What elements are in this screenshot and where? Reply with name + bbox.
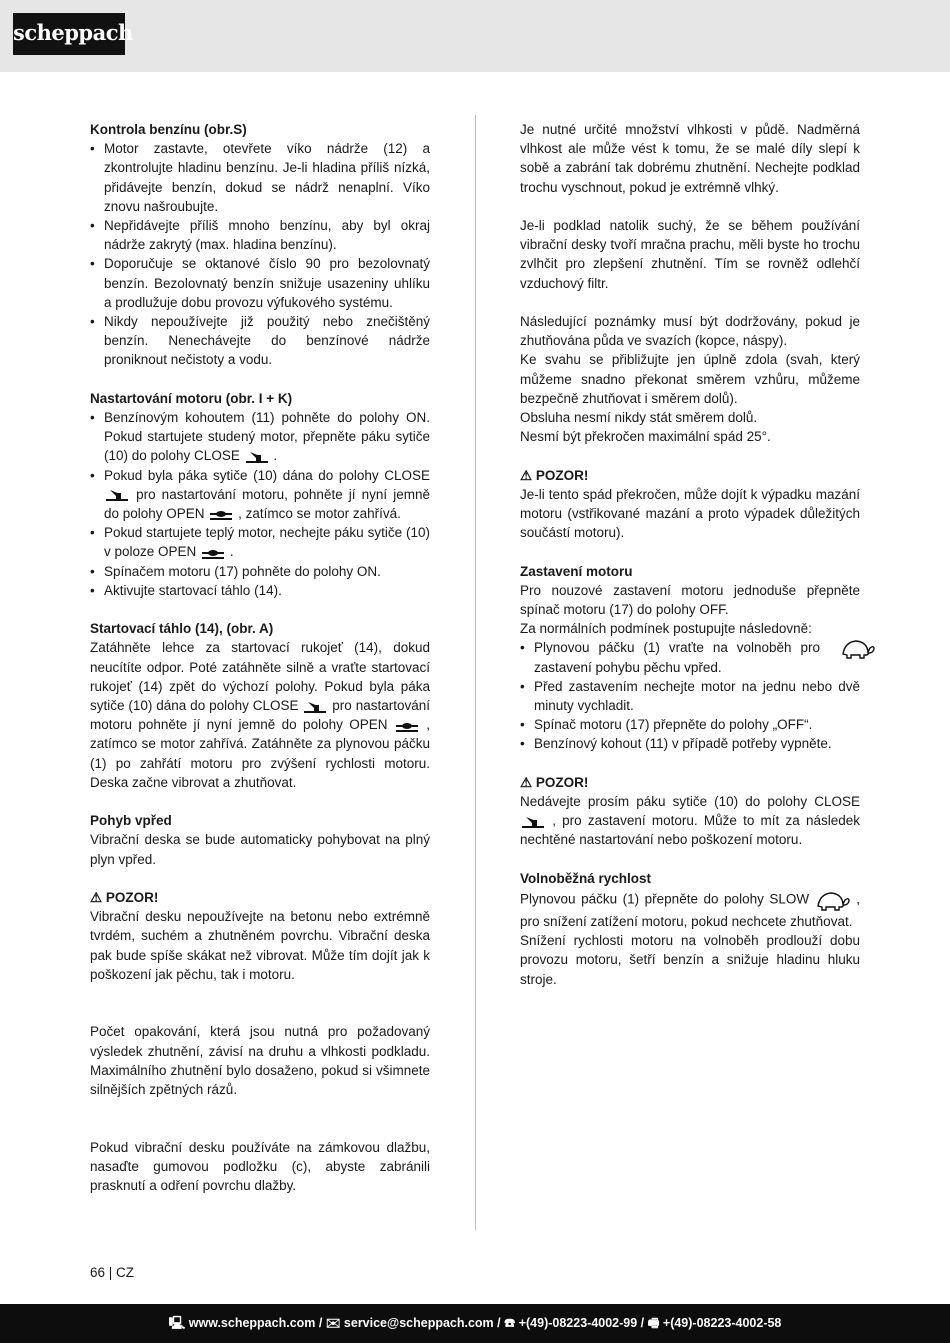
choke-open-icon bbox=[208, 507, 234, 521]
engine-start-list bbox=[90, 408, 430, 600]
warning-text: Je-li tento spád překročen, může dojít k výpadku mazání motoru (vstřikované mazání a proto výpadek důležitých součástí motoru). bbox=[520, 486, 860, 541]
slope-approach-text: Ke svahu se přibližujte jen úplně zdola (svah, který můžeme snadno překonat směrem vzhůru, můžeme bezpečně zhutňovat i směrem dolů). bbox=[520, 352, 860, 406]
choke-open-icon bbox=[200, 546, 226, 560]
list-item: • Benzínový kohout (11) v případě potřeby vypněte. bbox=[520, 734, 860, 753]
stop-normal-text: Za normálních podmínek postupujte následovně: bbox=[520, 621, 812, 637]
warning-text: Vibrační desku nepoužívejte na betonu nebo extrémně tvrdém, suchém a zhutněném povrchu. Vibrační deska pak bude spíše skákat než vibrovat. Může tím dojít jak k poškození jak pěchu, tak i motoru. bbox=[90, 909, 430, 982]
fuel-check-list bbox=[90, 139, 430, 369]
right-column bbox=[520, 120, 860, 989]
warning-text: Nedávejte prosím páku sytiče (10) do polohy CLOSE , pro zastavení motoru. Může to mít za následek nechtěné nastartování nebo poškození motoru. bbox=[520, 794, 860, 848]
warning-title: ⚠ POZOR! bbox=[90, 890, 159, 906]
moisture-text: Je nutné určité množství vlhkosti v půdě. Nadměrná vlhkost ale může vést k tomu, že se malé díly slepí k sobě a zabrání tak dobrému zhutnění. Nechejte podklad trochu vyschnout, pokud je extrémně vlhký. bbox=[520, 122, 860, 195]
turtle-icon bbox=[840, 636, 876, 660]
page-header bbox=[0, 0, 950, 72]
list-item: • Spínačem motoru (17) pohněte do polohy ON. bbox=[90, 562, 430, 581]
list-item: • Benzínovým kohoutem (11) pohněte do polohy ON. Pokud startujete studený motor, přepněte páku sytiče (10) do polohy CLOSE . bbox=[90, 408, 430, 466]
paving-text: Pokud vibrační desku používáte na zámkovou dlažbu, nasaďte gumovou podložku (c), abyste zabránili prasknutí a odření povrchu dlažby. bbox=[90, 1139, 430, 1194]
page-number: 66 | CZ bbox=[90, 1265, 135, 1280]
starter-rope-text: Zatáhněte lehce za startovací rukojeť (14), dokud neucítíte odpor. Poté zatáhněte silně a vraťte startovací rukojeť (14) zpět do výchozí polohy. Pokud byla páka sytiče (10) dána do polohy CLOSE pro nastartování motoru pohněte jí nyní jemně do polohy OPEN , zatímco se motor zahřívá. Zatáhněte za plynovou páčku (1) po zahřátí motoru pro zvýšení rychlosti motoru. Deska začne vibrovat a zhutňovat. bbox=[90, 640, 430, 790]
choke-close-icon bbox=[104, 488, 130, 502]
stop-list bbox=[520, 638, 860, 753]
warning-title: ⚠ POZOR! bbox=[520, 774, 589, 790]
page-footer: 🖳 www.scheppach.com / ✉ service@scheppach.com / ☎ +(49)-08223-4002-99 / 🖷 +(49)-08223-4002-58 bbox=[0, 1304, 950, 1343]
section-title-forward: Pohyb vpřed bbox=[90, 813, 172, 829]
section-title-fuel-check: Kontrola benzínu (obr.S) bbox=[90, 122, 247, 137]
choke-close-icon bbox=[520, 815, 546, 829]
list-item: • Před zastavením nechejte motor na jednu nebo dvě minuty vychladit. bbox=[520, 677, 860, 715]
slope-intro-text: Následující poznámky musí být dodržovány, pokud je zhutňována půda ve svazích (kopce, náspy). bbox=[520, 314, 860, 349]
left-column bbox=[90, 120, 430, 1195]
compaction-text: Počet opakování, která jsou nutná pro požadovaný výsledek zhutnění, závisí na druhu a vlhkosti podkladu. Maximálního zhutnění bylo dosaženo, pokud si všimnete silnějších zpětných rázů. bbox=[90, 1024, 430, 1098]
slope-operator-text: Obsluha nesmí nikdy stát směrem dolů. bbox=[520, 410, 758, 426]
section-title-idle: Volnoběžná rychlost bbox=[520, 870, 652, 886]
list-item: • Nikdy nepoužívejte již použitý nebo znečištěný benzín. Nenechávejte do benzínové nádrže proniknout nečistoty a vodu. bbox=[90, 312, 430, 370]
dust-text: Je-li podklad natolik suchý, že se během používání vibrační desky tvoří mračna prachu, měli byste ho trochu zvlhčit pro zlepšení zhutnění. Tím se rovněž odlehčí vzduchový filtr. bbox=[520, 218, 860, 291]
scheppach-logo: scheppach bbox=[13, 13, 125, 55]
list-item: • Pokud byla páka sytiče (10) dána do polohy CLOSE pro nastartování motoru, pohněte jí nyní jemně do polohy OPEN , zatímco se motor zahřívá. bbox=[90, 466, 430, 524]
stop-emergency-text: Pro nouzové zastavení motoru jednoduše přepněte spínač motoru (17) do polohy OFF. bbox=[520, 582, 860, 618]
forward-text: Vibrační deska se bude automaticky pohybovat na plný plyn vpřed. bbox=[90, 832, 430, 867]
column-divider bbox=[475, 115, 476, 1230]
list-item: • Plynovou páčku (1) vraťte na volnoběh pro zastavení pohybu pěchu vpřed. bbox=[520, 638, 860, 676]
turtle-icon bbox=[815, 888, 851, 912]
choke-close-icon bbox=[244, 450, 270, 464]
section-title-engine-start: Nastartování motoru (obr. I + K) bbox=[90, 390, 293, 406]
idle-benefit-text: Snížení rychlosti motoru na volnoběh prodlouží dobu provozu motoru, šetří benzín a snižuje hladinu hluku stroje. bbox=[520, 933, 860, 987]
warning-title: ⚠ POZOR! bbox=[520, 467, 589, 483]
choke-open-icon bbox=[394, 719, 420, 733]
slope-max-text: Nesmí být překročen maximální spád 25°. bbox=[520, 429, 771, 445]
list-item: • Nepřidávejte příliš mnoho benzínu, aby byl okraj nádrže zakrytý (max. hladina benzínu). bbox=[90, 216, 430, 254]
idle-text: Plynovou páčku (1) přepněte do polohy SLOW , pro snížení zatížení motoru, pokud nechcete zhutňovat. bbox=[520, 888, 860, 931]
choke-close-icon bbox=[302, 700, 328, 714]
section-title-stop: Zastavení motoru bbox=[520, 563, 633, 579]
list-item: • Motor zastavte, otevřete víko nádrže (12) a zkontrolujte hladinu benzínu. Je-li hladina příliš nízká, přidávejte benzín, dokud se nádrž nenaplní. Víko znovu našroubujte. bbox=[90, 139, 430, 216]
list-item: • Spínač motoru (17) přepněte do polohy „OFF“. bbox=[520, 715, 860, 734]
list-item: • Pokud startujete teplý motor, nechejte páku sytiče (10) v poloze OPEN . bbox=[90, 523, 430, 561]
list-item: • Aktivujte startovací táhlo (14). bbox=[90, 581, 430, 600]
section-title-starter-rope: Startovací táhlo (14), (obr. A) bbox=[90, 621, 274, 637]
list-item: • Doporučuje se oktanové číslo 90 pro bezolovnatý benzín. Bezolovnatý benzín snižuje usazeniny uhlíku a prodlužuje dobu provozu výfukového systému. bbox=[90, 254, 430, 312]
